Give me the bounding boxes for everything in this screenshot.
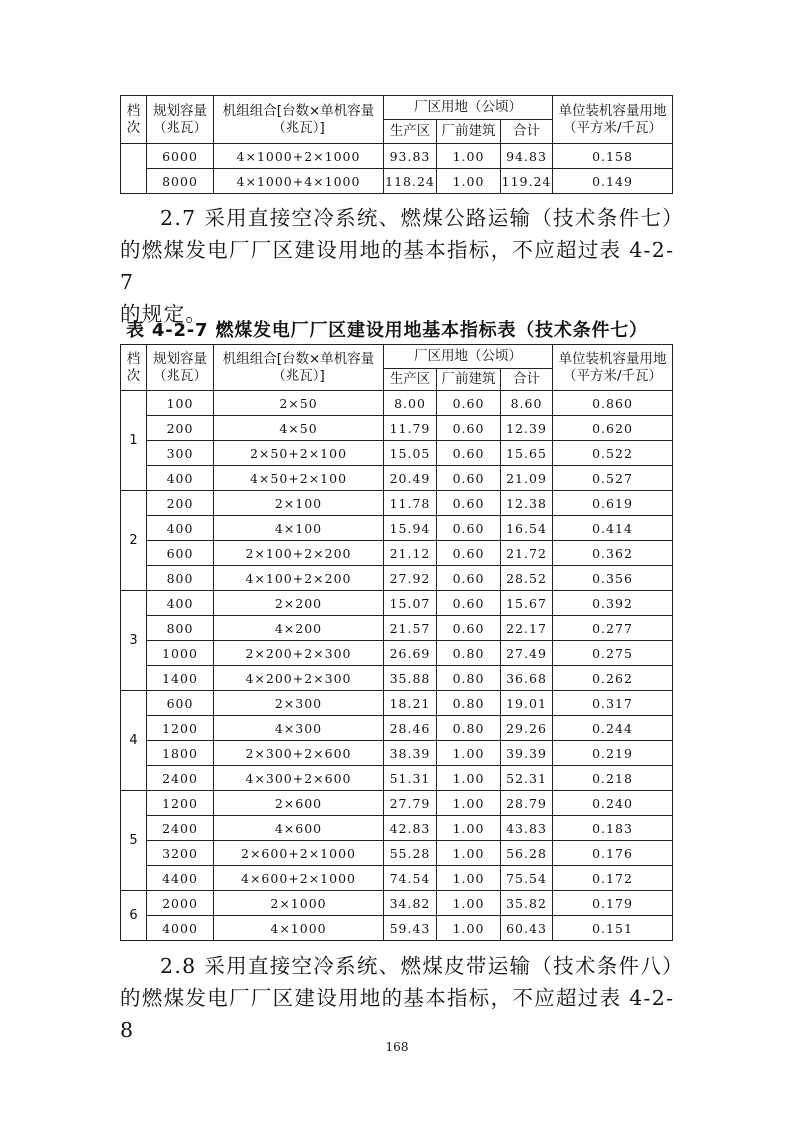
total-cell: 43.83 [501,816,553,841]
front-cell: 0.60 [437,491,501,516]
table-4-2-7 [120,344,673,941]
combo-cell: 2×600 [214,791,384,816]
total-cell: 29.26 [501,716,553,741]
front-cell: 1.00 [437,741,501,766]
header-production: 生产区 [384,120,437,144]
unit-cell: 0.262 [553,666,673,691]
header-unit: 单位装机容量用地 （平方米/千瓦） [553,96,673,144]
seq-cell: 6 [121,891,147,941]
total-cell: 21.72 [501,541,553,566]
front-cell: 1.00 [437,916,501,941]
production-cell: 42.83 [384,816,437,841]
seq-cell: 2 [121,491,147,591]
front-cell: 1.00 [437,816,501,841]
paragraph-line: 2.7 采用直接空冷系统、燃煤公路运输（技术条件七） [160,206,684,230]
total-cell: 75.54 [501,866,553,891]
table-row [121,144,673,169]
page-number: 168 [385,1040,409,1054]
table-row [121,666,673,691]
combo-cell: 4×600 [214,816,384,841]
header-seq: 档 次 [121,345,147,391]
production-cell: 27.79 [384,791,437,816]
production-cell: 55.28 [384,841,437,866]
capacity-cell: 400 [147,516,214,541]
capacity-cell: 200 [147,491,214,516]
combo-cell: 2×300 [214,691,384,716]
table-row [121,641,673,666]
header-area: 厂区用地（公顷） [384,345,553,369]
combo-cell: 4×600+2×1000 [214,866,384,891]
front-cell: 1.00 [437,866,501,891]
unit-cell: 0.172 [553,866,673,891]
capacity-cell: 400 [147,466,214,491]
capacity-cell: 1000 [147,641,214,666]
seq-cell: 5 [121,791,147,891]
total-cell: 12.38 [501,491,553,516]
capacity-cell: 4000 [147,916,214,941]
total-cell: 35.82 [501,891,553,916]
combo-cell: 2×1000 [214,891,384,916]
capacity-cell: 200 [147,416,214,441]
production-cell: 118.24 [384,169,437,194]
production-cell: 35.88 [384,666,437,691]
unit-cell: 0.317 [553,691,673,716]
front-cell: 0.60 [437,416,501,441]
production-cell: 74.54 [384,866,437,891]
table-row [121,891,673,916]
production-cell: 27.92 [384,566,437,591]
table-row [121,616,673,641]
capacity-cell: 2400 [147,766,214,791]
unit-cell: 0.218 [553,766,673,791]
combo-cell: 4×1000+2×1000 [214,144,384,169]
production-cell: 8.00 [384,391,437,416]
capacity-cell: 8000 [147,169,214,194]
table-row [121,766,673,791]
table-row [121,791,673,816]
table-row [121,816,673,841]
header-capacity: 规划容量 （兆瓦） [147,345,214,391]
header-combo: 机组组合[台数×单机容量 （兆瓦）] [214,96,384,144]
unit-cell: 0.620 [553,416,673,441]
front-cell: 0.80 [437,666,501,691]
table-row [121,716,673,741]
front-cell: 1.00 [437,791,501,816]
production-cell: 26.69 [384,641,437,666]
production-cell: 15.94 [384,516,437,541]
front-cell: 0.60 [437,541,501,566]
capacity-cell: 1400 [147,666,214,691]
paragraph-line: 2.8 采用直接空冷系统、燃煤皮带运输（技术条件八） [160,954,684,978]
table-row [121,591,673,616]
paragraph-line: 的燃煤发电厂厂区建设用地的基本指标，不应超过表 4-2-8 [120,986,675,1042]
capacity-cell: 600 [147,691,214,716]
total-cell: 12.39 [501,416,553,441]
combo-cell: 4×50 [214,416,384,441]
table-row [121,741,673,766]
capacity-cell: 6000 [147,144,214,169]
total-cell: 22.17 [501,616,553,641]
total-cell: 39.39 [501,741,553,766]
unit-cell: 0.275 [553,641,673,666]
combo-cell: 4×1000+4×1000 [214,169,384,194]
total-cell: 28.52 [501,566,553,591]
combo-cell: 4×100 [214,516,384,541]
total-cell: 15.65 [501,441,553,466]
combo-cell: 2×50 [214,391,384,416]
capacity-cell: 1800 [147,741,214,766]
front-cell: 0.60 [437,466,501,491]
combo-cell: 2×100+2×200 [214,541,384,566]
unit-cell: 0.179 [553,891,673,916]
combo-cell: 2×200 [214,591,384,616]
table-continued [120,95,673,194]
capacity-cell: 4400 [147,866,214,891]
total-cell: 119.24 [501,169,553,194]
combo-cell: 2×300+2×600 [214,741,384,766]
unit-cell: 0.860 [553,391,673,416]
total-cell: 8.60 [501,391,553,416]
header-front: 厂前建筑 [437,120,501,144]
table-caption: 表 4-2-7 燃煤发电厂厂区建设用地基本指标表（技术条件七） [126,320,648,341]
production-cell: 59.43 [384,916,437,941]
total-cell: 52.31 [501,766,553,791]
total-cell: 15.67 [501,591,553,616]
table-row [121,466,673,491]
table-row [121,866,673,891]
total-cell: 21.09 [501,466,553,491]
seq-cell: 1 [121,391,147,491]
total-cell: 28.79 [501,791,553,816]
table-row [121,691,673,716]
front-cell: 0.60 [437,391,501,416]
total-cell: 36.68 [501,666,553,691]
unit-cell: 0.527 [553,466,673,491]
capacity-cell: 800 [147,566,214,591]
header-area: 厂区用地（公顷） [384,96,553,120]
capacity-cell: 3200 [147,841,214,866]
total-cell: 60.43 [501,916,553,941]
table-row [121,391,673,416]
unit-cell: 0.362 [553,541,673,566]
production-cell: 18.21 [384,691,437,716]
production-cell: 21.57 [384,616,437,641]
table-row [121,841,673,866]
unit-cell: 0.619 [553,491,673,516]
production-cell: 93.83 [384,144,437,169]
unit-cell: 0.183 [553,816,673,841]
total-cell: 94.83 [501,144,553,169]
capacity-cell: 2400 [147,816,214,841]
production-cell: 28.46 [384,716,437,741]
paragraph-2-7 [120,202,684,330]
seq-cell: 4 [121,691,147,791]
table-row [121,416,673,441]
front-cell: 0.80 [437,641,501,666]
production-cell: 15.05 [384,441,437,466]
combo-cell: 2×600+2×1000 [214,841,384,866]
combo-cell: 4×200+2×300 [214,666,384,691]
table-row [121,169,673,194]
production-cell: 20.49 [384,466,437,491]
unit-cell: 0.149 [553,169,673,194]
header-production: 生产区 [384,369,437,391]
header-total: 合计 [501,369,553,391]
table-row [121,541,673,566]
capacity-cell: 1200 [147,716,214,741]
front-cell: 1.00 [437,144,501,169]
unit-cell: 0.158 [553,144,673,169]
table-row [121,516,673,541]
capacity-cell: 2000 [147,891,214,916]
unit-cell: 0.356 [553,566,673,591]
capacity-cell: 300 [147,441,214,466]
combo-cell: 2×100 [214,491,384,516]
capacity-cell: 100 [147,391,214,416]
combo-cell: 4×200 [214,616,384,641]
production-cell: 11.79 [384,416,437,441]
production-cell: 15.07 [384,591,437,616]
total-cell: 16.54 [501,516,553,541]
combo-cell: 4×50+2×100 [214,466,384,491]
unit-cell: 0.244 [553,716,673,741]
header-capacity: 规划容量 （兆瓦） [147,96,214,144]
production-cell: 11.78 [384,491,437,516]
production-cell: 38.39 [384,741,437,766]
combo-cell: 4×100+2×200 [214,566,384,591]
header-front: 厂前建筑 [437,369,501,391]
front-cell: 1.00 [437,891,501,916]
combo-cell: 4×300 [214,716,384,741]
capacity-cell: 800 [147,616,214,641]
unit-cell: 0.151 [553,916,673,941]
total-cell: 56.28 [501,841,553,866]
header-combo: 机组组合[台数×单机容量 （兆瓦）] [214,345,384,391]
seq-cell: 3 [121,591,147,691]
capacity-cell: 400 [147,591,214,616]
front-cell: 0.60 [437,441,501,466]
header-unit: 单位装机容量用地 （平方米/千瓦） [553,345,673,391]
production-cell: 51.31 [384,766,437,791]
front-cell: 1.00 [437,766,501,791]
combo-cell: 4×1000 [214,916,384,941]
header-seq: 档 次 [121,96,147,144]
front-cell: 0.60 [437,516,501,541]
front-cell: 0.80 [437,691,501,716]
capacity-cell: 1200 [147,791,214,816]
front-cell: 1.00 [437,841,501,866]
paragraph-line: 的规定。 [120,302,208,326]
front-cell: 0.80 [437,716,501,741]
total-cell: 19.01 [501,691,553,716]
table-row [121,491,673,516]
unit-cell: 0.277 [553,616,673,641]
unit-cell: 0.176 [553,841,673,866]
combo-cell: 2×50+2×100 [214,441,384,466]
unit-cell: 0.414 [553,516,673,541]
combo-cell: 4×300+2×600 [214,766,384,791]
header-total: 合计 [501,120,553,144]
seq-cell [121,144,147,194]
unit-cell: 0.240 [553,791,673,816]
front-cell: 1.00 [437,169,501,194]
capacity-cell: 600 [147,541,214,566]
table-row [121,566,673,591]
front-cell: 0.60 [437,566,501,591]
unit-cell: 0.392 [553,591,673,616]
table-row [121,916,673,941]
unit-cell: 0.522 [553,441,673,466]
combo-cell: 2×200+2×300 [214,641,384,666]
table-row [121,441,673,466]
paragraph-line: 的燃煤发电厂厂区建设用地的基本指标，不应超过表 4-2-7 [120,238,675,294]
production-cell: 21.12 [384,541,437,566]
unit-cell: 0.219 [553,741,673,766]
front-cell: 0.60 [437,591,501,616]
paragraph-2-8 [120,950,684,1046]
production-cell: 34.82 [384,891,437,916]
total-cell: 27.49 [501,641,553,666]
front-cell: 0.60 [437,616,501,641]
